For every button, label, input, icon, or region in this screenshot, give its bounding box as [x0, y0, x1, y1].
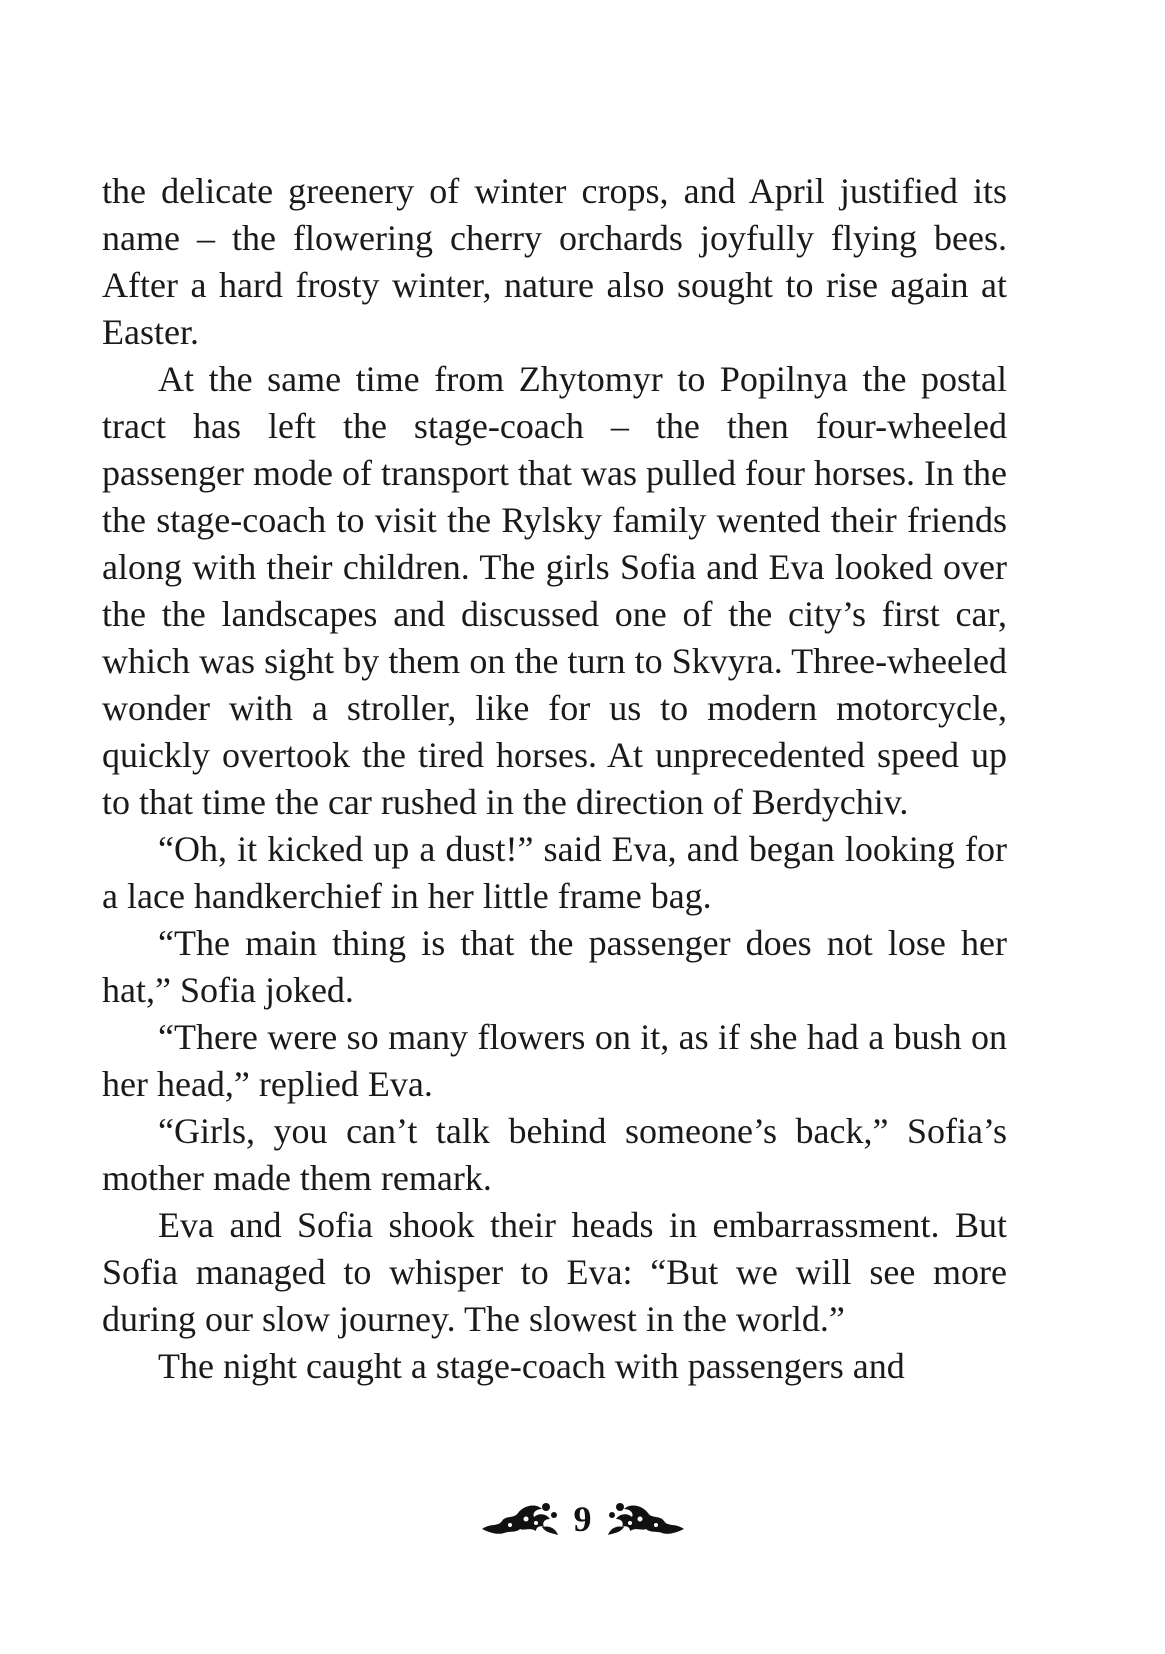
paragraph: At the same time from Zhytomyr to Popilnya the postal tract has left the stage-coach – the then four-wheeled passenger mode of transport that was pulled four horses. In the the stage-coach to visit the Rylsky family wented their friends along with their children. The girls Sofia and Eva looked over the the landscapes and discussed one of the city’s first car, which was sight by them on the turn to Skvyra. Three-wheeled wonder with a stroller, like for us to modern motorcycle, quickly overtook the tired horses. At unprecedented speed up to that time the car rushed in the direction of Berdychiv.	[102, 359, 1007, 822]
floral-ornament-icon	[480, 1499, 560, 1539]
page-number: 9	[573, 1499, 592, 1539]
paragraph: The night caught a stage-coach with passengers and	[158, 1346, 905, 1386]
paragraph: “Girls, you can’t talk behind someone’s back,” Sofia’s mother made them remark.	[102, 1111, 1007, 1198]
paragraph: “The main thing is that the passenger does not lose her hat,” Sofia joked.	[102, 923, 1007, 1010]
paragraph: “There were so many flowers on it, as if she had a bush on her head,” replied Eva.	[102, 1017, 1007, 1104]
page-body	[102, 168, 1007, 1390]
floral-ornament-icon	[606, 1499, 686, 1539]
paragraph: “Oh, it kicked up a dust!” said Eva, and began looking for a lace handkerchief in her little frame bag.	[102, 829, 1007, 916]
paragraph: Eva and Sofia shook their heads in embarrassment. But Sofia managed to whisper to Eva: “But we will see more during our slow journey. The slowest in the world.”	[102, 1205, 1007, 1339]
paragraph-continued: the delicate greenery of winter crops, and April justified its name – the flowering cherry orchards joyfully flying bees. After a hard frosty winter, nature also sought to rise again at Easter.	[102, 171, 1007, 352]
page-footer	[0, 1495, 1165, 1543]
